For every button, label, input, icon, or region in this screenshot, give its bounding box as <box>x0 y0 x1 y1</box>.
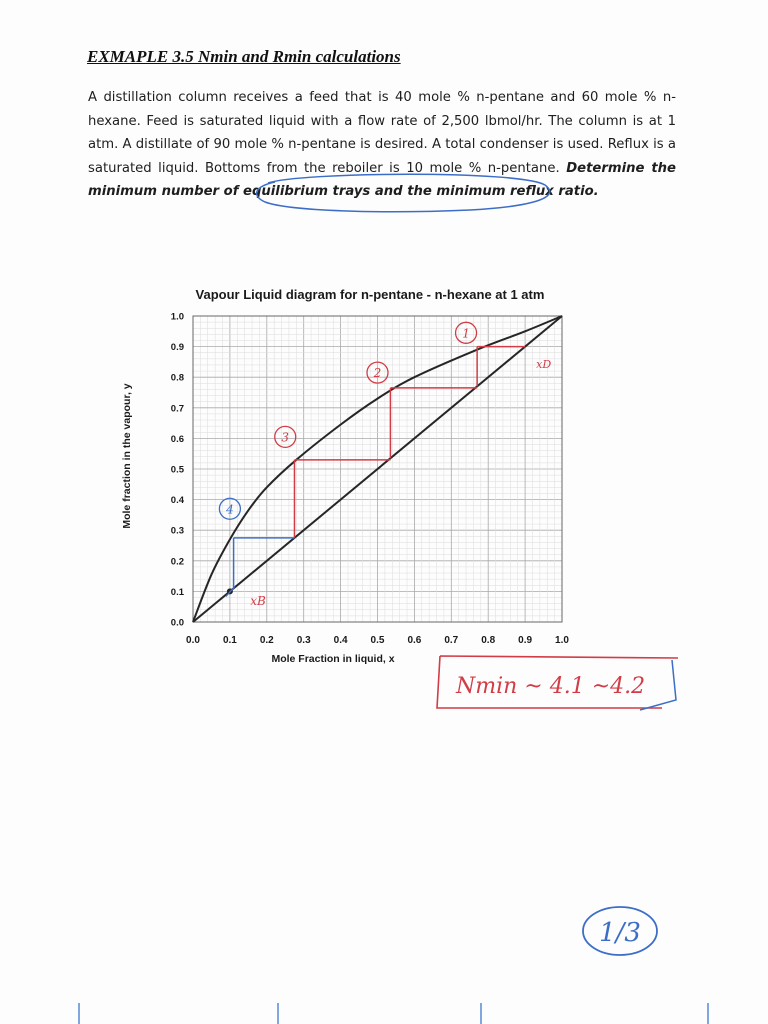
xd-label: xD <box>536 358 552 372</box>
example-heading: EXMAPLE 3.5 Nmin and Rmin calculations <box>87 47 401 66</box>
chart-title: Vapour Liquid diagram for n-pentane - n-hexane at 1 atm <box>195 287 545 302</box>
stage-number-label: 2 <box>373 366 382 381</box>
stage-number-label: 4 <box>226 502 234 517</box>
problem-task: Determine the minimum number of equilibrium trays and the minimum reflux ratio. <box>88 160 676 200</box>
x-tick-label: 0.8 <box>481 635 496 646</box>
result-box <box>437 656 678 710</box>
result-box-blue <box>640 660 676 710</box>
y-tick-label: 0.4 <box>170 495 184 507</box>
binder-marks <box>79 1003 708 1024</box>
x-tick-label: 0.1 <box>222 635 237 646</box>
x-tick-label: 0.4 <box>333 635 348 646</box>
x-tick-label: 1.0 <box>555 635 569 646</box>
nmin-result: Nmin ~ 4.1 ~4.2 <box>456 674 646 699</box>
page-number <box>583 907 657 955</box>
hand-ellipse-annotation <box>257 174 550 211</box>
y-tick-label: 0.8 <box>170 372 184 384</box>
y-tick-label: 0.0 <box>170 617 184 629</box>
x-axis-label: Mole Fraction in liquid, x <box>271 653 395 665</box>
y-tick-label: 0.9 <box>170 342 184 354</box>
problem-intro: A distillation column receives a feed that is 40 mole % n-pentane and 60 mole % n-hexane. Feed is saturated liquid with a flow rate of 2,500 lbmol/hr. The column is at 1 atm. A distillate of 90 mole % n-pentane is desired. A total condenser is used. Reflux is a saturated liquid. Bottoms from the reboiler is 10 mole % n-pentane. <box>88 90 676 176</box>
y-tick-label: 0.3 <box>170 525 184 537</box>
y-tick-label: 0.1 <box>170 586 184 598</box>
x-tick-label: 0.2 <box>259 635 274 646</box>
x-tick-label: 0.9 <box>518 635 533 646</box>
x-tick-label: 0.0 <box>186 635 200 646</box>
page-number-text: 1/3 <box>599 918 641 948</box>
x-tick-label: 0.7 <box>444 635 459 646</box>
y-axis-label: Mole fraction in the vapour, y <box>121 383 133 529</box>
y-tick-label: 1.0 <box>170 311 184 323</box>
x-tick-label: 0.5 <box>370 635 385 646</box>
xb-label: xB <box>250 594 266 609</box>
y-tick-label: 0.7 <box>170 403 184 415</box>
stage-number-label: 1 <box>462 326 470 341</box>
x-tick-label: 0.6 <box>407 635 422 646</box>
y-tick-label: 0.5 <box>170 464 184 476</box>
y-tick-label: 0.2 <box>170 556 184 568</box>
x-tick-label: 0.3 <box>296 635 311 646</box>
stage-number-label: 3 <box>281 430 290 445</box>
y-tick-label: 0.6 <box>170 433 184 445</box>
